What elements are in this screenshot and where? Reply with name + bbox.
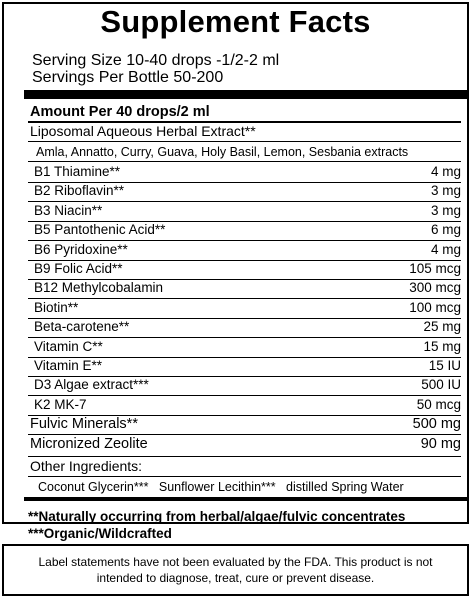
nutrient-amount: 105 mcg bbox=[409, 261, 461, 276]
mineral-name: Fulvic Minerals** bbox=[30, 416, 138, 433]
nutrient-name: B12 Methylcobalamin bbox=[34, 280, 164, 296]
extract-label: Liposomal Aqueous Herbal Extract** bbox=[30, 123, 256, 139]
nutrient-name: B2 Riboflavin** bbox=[34, 183, 125, 199]
nutrient-amount: 4 mg bbox=[430, 241, 461, 257]
nutrient-name: Vitamin E** bbox=[34, 358, 103, 373]
nutrient-amount: 15 IU bbox=[428, 358, 461, 373]
fda-disclaimer-line-1: Label statements have not been evaluated by the FDA. This product is not bbox=[38, 555, 433, 569]
footnote-naturally-occurring: **Naturally occurring from herbal/algae/fulvic concentrates bbox=[28, 509, 406, 524]
row-divider bbox=[28, 298, 461, 299]
bottom-divider bbox=[24, 497, 468, 501]
thick-divider bbox=[24, 90, 468, 99]
nutrient-amount: 4 mg bbox=[430, 164, 461, 179]
extract-ingredients: Amla, Annatto, Curry, Guava, Holy Basil, Lemon, Sesbania extracts bbox=[36, 145, 409, 159]
other-ingredients-list: Coconut Glycerin*** Sunflower Lecithin*** distilled Spring Water bbox=[38, 480, 404, 494]
servings-per-container: Servings Per Bottle 50-200 bbox=[32, 69, 224, 86]
footnote-organic: ***Organic/Wildcrafted bbox=[28, 526, 172, 541]
nutrient-amount: 15 mg bbox=[423, 338, 461, 354]
fda-disclaimer-line-2: intended to diagnose, treat, cure or prevent disease. bbox=[96, 571, 375, 585]
nutrient-name: B3 Niacin** bbox=[34, 202, 103, 218]
nutrient-amount: 3 mg bbox=[430, 183, 461, 199]
mineral-name: Micronized Zeolite bbox=[30, 435, 148, 452]
nutrient-name: B6 Pyridoxine** bbox=[34, 241, 128, 257]
fda-disclaimer-box bbox=[2, 544, 469, 596]
serving-size: Serving Size 10-40 drops -1/2-2 ml bbox=[32, 52, 280, 69]
nutrient-amount: 300 mcg bbox=[409, 280, 461, 296]
row-divider bbox=[28, 476, 461, 477]
amount-header-label: Amount Per 40 drops/2 ml bbox=[30, 104, 210, 120]
row-divider bbox=[28, 395, 461, 396]
nutrient-name: B1 Thiamine** bbox=[34, 164, 121, 179]
other-ingredients-label: Other Ingredients: bbox=[30, 458, 143, 474]
nutrient-name: K2 MK-7 bbox=[34, 396, 87, 412]
row-divider bbox=[28, 161, 461, 162]
nutrient-amount: 25 mg bbox=[423, 319, 461, 335]
nutrient-amount: 6 mg bbox=[430, 222, 461, 238]
mineral-amount: 90 mg bbox=[420, 435, 461, 452]
panel-title: Supplement Facts bbox=[100, 4, 371, 39]
row-divider bbox=[28, 456, 461, 457]
nutrient-amount: 100 mcg bbox=[409, 299, 461, 315]
nutrient-name: Vitamin C** bbox=[34, 338, 103, 354]
nutrient-amount: 3 mg bbox=[430, 202, 461, 218]
nutrient-name: B5 Pantothenic Acid** bbox=[34, 222, 166, 238]
row-divider bbox=[28, 141, 461, 142]
nutrient-name: B9 Folic Acid** bbox=[34, 261, 123, 276]
mineral-amount: 500 mg bbox=[412, 416, 461, 433]
nutrient-name: Beta-carotene** bbox=[34, 319, 130, 335]
nutrient-name: Biotin** bbox=[34, 299, 79, 315]
nutrient-amount: 500 IU bbox=[421, 377, 461, 393]
nutrient-amount: 50 mcg bbox=[416, 396, 461, 412]
nutrient-name: D3 Algae extract*** bbox=[34, 377, 149, 393]
